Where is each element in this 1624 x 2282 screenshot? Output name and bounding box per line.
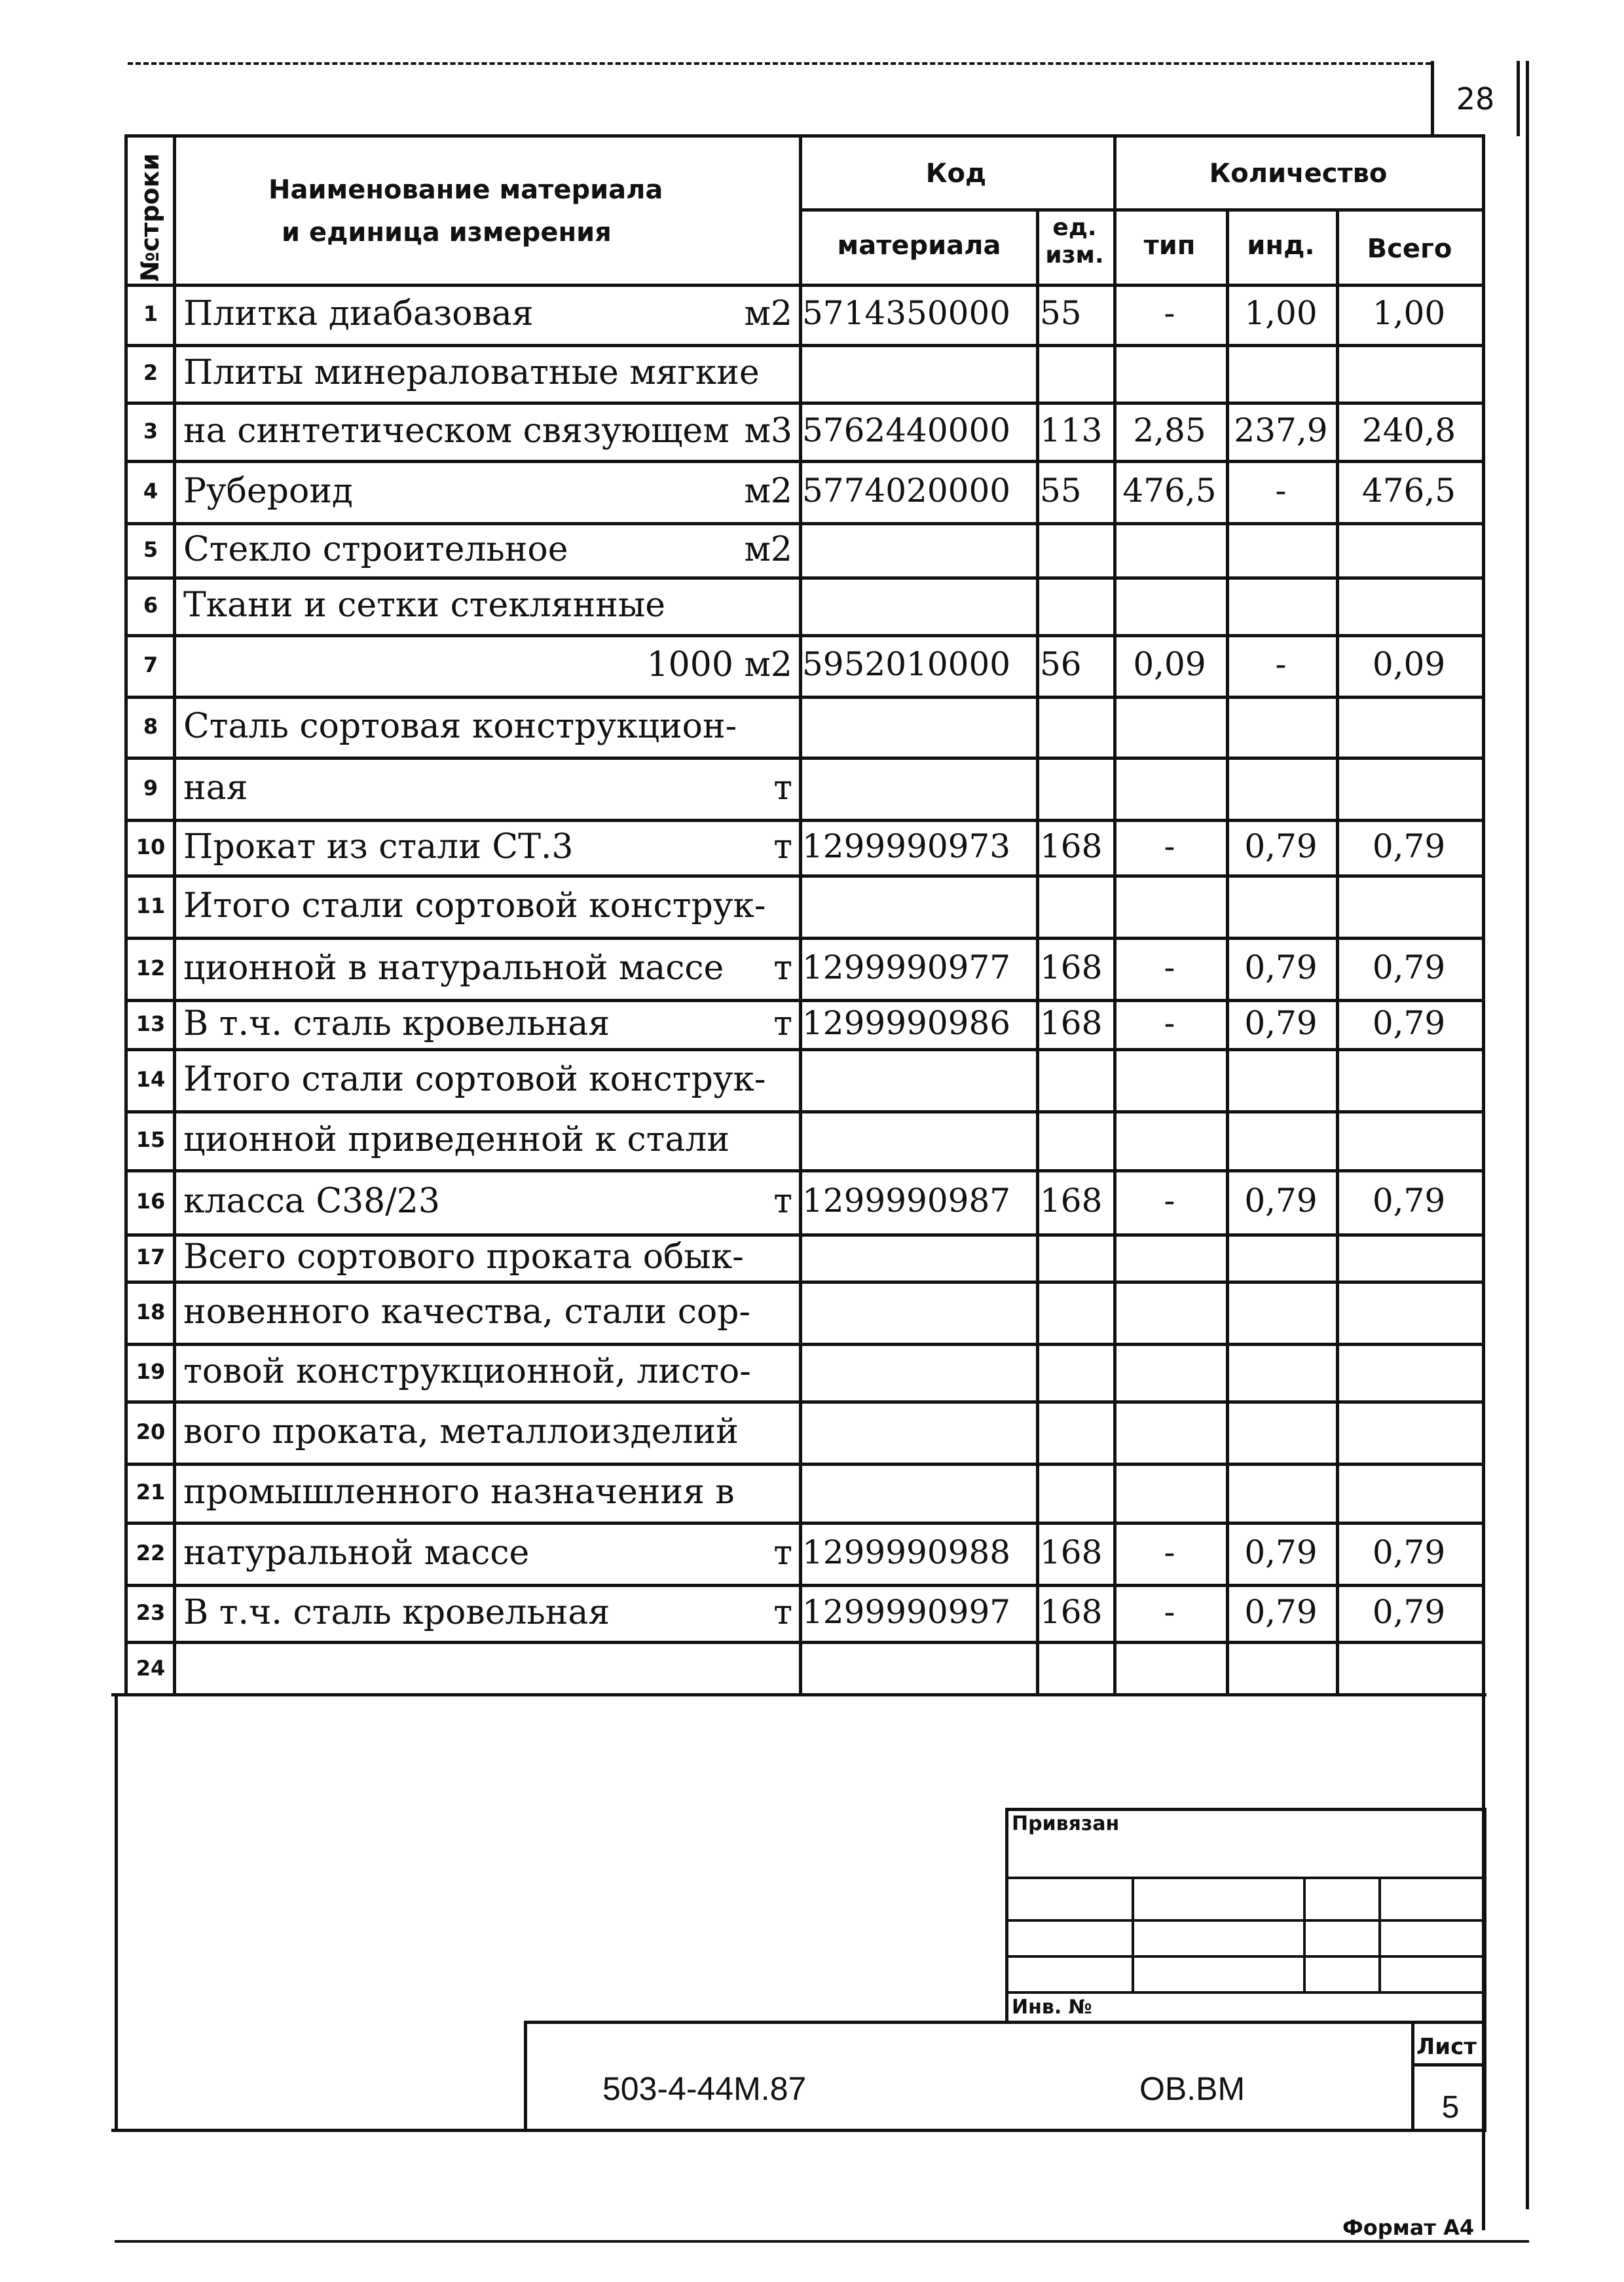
unit-of-measure: т xyxy=(773,768,792,808)
quantity-total: 0,79 xyxy=(1372,1593,1446,1631)
table-bottom-line xyxy=(111,1693,1486,1696)
material-name: Прокат из стали СТ.3 xyxy=(183,827,574,867)
page-number-box-right xyxy=(1517,61,1520,136)
quantity-individual: 0,79 xyxy=(1244,948,1318,986)
row-separator xyxy=(124,1641,1483,1644)
quantity-total: 0,79 xyxy=(1372,948,1446,986)
quantity-individual: - xyxy=(1275,645,1287,683)
table-top-line xyxy=(124,134,1483,138)
row-number-header: №строки xyxy=(136,153,164,282)
outer-right-line xyxy=(1526,61,1529,2209)
name-header-line1: Наименование материала xyxy=(268,175,663,205)
page-bottom-line xyxy=(115,2240,1529,2243)
unit-of-measure: м2 xyxy=(744,294,792,333)
row-number: 12 xyxy=(136,956,166,981)
paper-format: Формат А4 xyxy=(1342,2215,1475,2240)
material-name: Стекло строительное xyxy=(183,530,568,569)
sheet-number: 5 xyxy=(1441,2090,1460,2125)
row-number: 19 xyxy=(136,1359,166,1384)
row-number: 8 xyxy=(143,714,158,739)
quantity-total: 0,79 xyxy=(1372,1004,1446,1042)
material-name: Сталь сортовая конструкцион- xyxy=(183,707,737,746)
quantity-total: 240,8 xyxy=(1361,411,1456,449)
stamp-vline-1 xyxy=(1132,1877,1134,1991)
material-code: 1299990986 xyxy=(802,1004,1011,1042)
row-number: 2 xyxy=(143,360,158,385)
stamp-line-2 xyxy=(1005,1919,1486,1922)
quantity-individual: 0,79 xyxy=(1244,1593,1318,1631)
material-name: ционной в натуральной массе xyxy=(183,948,724,988)
quantity-type: - xyxy=(1164,1004,1175,1042)
quantity-individual: - xyxy=(1275,472,1287,510)
quantity-type: 2,85 xyxy=(1133,411,1206,449)
stamp-line-3 xyxy=(1005,1955,1486,1958)
unit-of-measure: м3 xyxy=(744,411,792,451)
row-separator xyxy=(124,576,1483,580)
row-separator xyxy=(124,1110,1483,1113)
material-name: Итого стали сортовой конструк- xyxy=(183,886,766,926)
quantity-individual: 0,79 xyxy=(1244,1533,1318,1571)
material-code: 1299990988 xyxy=(802,1533,1011,1571)
row-number: 20 xyxy=(136,1419,166,1444)
material-name: Плиты минераловатные мягкие xyxy=(183,353,760,392)
col-rownum-line xyxy=(173,134,176,1695)
row-separator xyxy=(124,1281,1483,1284)
material-name: ная xyxy=(183,768,248,808)
material-name: Плитка диабазовая xyxy=(183,294,534,333)
material-code: 5952010000 xyxy=(802,645,1011,683)
row-number: 21 xyxy=(136,1480,166,1505)
document-mark: ОВ.ВМ xyxy=(1139,2070,1246,2107)
row-separator xyxy=(124,1522,1483,1525)
quantity-type-header: тип xyxy=(1143,231,1196,261)
material-code: 1299990997 xyxy=(802,1593,1011,1631)
row-number: 18 xyxy=(136,1300,166,1324)
quantity-individual: 0,79 xyxy=(1244,1004,1318,1042)
quantity-individual: 0,79 xyxy=(1244,1182,1318,1220)
row-separator xyxy=(124,757,1483,760)
material-code: 1299990977 xyxy=(802,948,1011,986)
quantity-type: - xyxy=(1164,827,1175,865)
material-name: на синтетическом связующем xyxy=(183,411,729,451)
material-name: промышленного назначения в xyxy=(183,1472,735,1512)
row-separator xyxy=(124,1584,1483,1587)
row-number: 10 xyxy=(136,834,166,859)
row-number: 3 xyxy=(143,419,158,443)
row-number: 7 xyxy=(143,652,158,677)
row-number: 9 xyxy=(143,776,158,800)
sheet-label: Лист xyxy=(1416,2034,1477,2060)
quantity-type: - xyxy=(1164,1182,1175,1220)
material-name: класса С38/23 xyxy=(183,1182,440,1221)
quantity-type: 476,5 xyxy=(1122,472,1217,510)
row-separator xyxy=(124,1463,1483,1466)
quantity-individual: 0,79 xyxy=(1244,827,1318,865)
unit-of-measure: 1000 м2 xyxy=(646,645,792,684)
row-separator xyxy=(124,460,1483,463)
code-unit-header-line2: изм. xyxy=(1045,242,1104,269)
row-separator xyxy=(124,937,1483,940)
quantity-type: - xyxy=(1164,1533,1175,1571)
row-separator xyxy=(124,402,1483,405)
quantity-total: 0,09 xyxy=(1372,645,1446,683)
unit-code: 168 xyxy=(1040,948,1103,986)
material-name: Всего сортового проката обык- xyxy=(183,1237,744,1277)
unit-of-measure: т xyxy=(773,1533,792,1573)
unit-code: 113 xyxy=(1040,411,1103,449)
code-material-header: материала xyxy=(837,231,1001,261)
frame-left-line xyxy=(115,1693,118,2132)
top-border-dashed xyxy=(128,62,1431,65)
unit-of-measure: т xyxy=(773,948,792,988)
quantity-group-header: Количество xyxy=(1209,159,1388,189)
unit-of-measure: м2 xyxy=(744,472,792,511)
unit-code: 55 xyxy=(1040,472,1082,510)
row-number: 24 xyxy=(136,1656,166,1681)
material-code: 5762440000 xyxy=(802,411,1011,449)
row-number: 14 xyxy=(136,1067,166,1092)
row-separator xyxy=(124,344,1483,347)
row-separator xyxy=(124,999,1483,1002)
row-number: 17 xyxy=(136,1244,166,1269)
col-unit-line xyxy=(1113,134,1116,1695)
material-name: ционной приведенной к стали xyxy=(183,1120,730,1159)
material-name: Итого стали сортовой конструк- xyxy=(183,1060,766,1099)
page-number: 28 xyxy=(1456,81,1495,117)
row-separator xyxy=(124,696,1483,699)
material-name: вого проката, металлоизделий xyxy=(183,1412,739,1451)
unit-code: 168 xyxy=(1040,1182,1103,1220)
col-code-line xyxy=(1036,210,1039,1695)
code-unit-header-line1: ед. xyxy=(1052,214,1097,241)
quantity-individual: 237,9 xyxy=(1234,411,1328,449)
unit-code: 168 xyxy=(1040,1593,1103,1631)
quantity-ind-header: инд. xyxy=(1247,231,1315,261)
unit-of-measure: т xyxy=(773,1593,792,1632)
document-code: 503-4-44М.87 xyxy=(602,2070,807,2107)
material-name: Рубероид xyxy=(183,472,353,511)
name-header-line2: и единица измерения xyxy=(282,217,612,248)
material-name: товой конструкционной, листо- xyxy=(183,1352,751,1391)
quantity-type: - xyxy=(1164,294,1175,332)
sheet-box-divider xyxy=(1411,2063,1486,2067)
row-number: 23 xyxy=(136,1600,166,1625)
row-number: 22 xyxy=(136,1541,166,1565)
stamp-line-1 xyxy=(1005,1877,1486,1879)
material-code: 5714350000 xyxy=(802,294,1011,332)
row-separator xyxy=(124,1048,1483,1051)
row-separator xyxy=(124,1169,1483,1172)
row-separator xyxy=(124,1233,1483,1237)
row-separator xyxy=(124,634,1483,637)
row-separator xyxy=(124,874,1483,878)
quantity-total: 0,79 xyxy=(1372,1533,1446,1571)
row-separator xyxy=(124,522,1483,525)
unit-code: 168 xyxy=(1040,827,1103,865)
quantity-total: 1,00 xyxy=(1372,294,1446,332)
material-name: новенного качества, стали сор- xyxy=(183,1292,750,1332)
material-name: натуральной массе xyxy=(183,1533,530,1573)
col-name-line xyxy=(799,134,802,1695)
material-code: 1299990987 xyxy=(802,1182,1011,1220)
unit-of-measure: т xyxy=(773,1004,792,1043)
inventory-number-label: Инв. № xyxy=(1012,1996,1092,2019)
material-name: В т.ч. сталь кровельная xyxy=(183,1004,610,1043)
material-code: 5774020000 xyxy=(802,472,1011,510)
quantity-type: 0,09 xyxy=(1133,645,1206,683)
quantity-type: - xyxy=(1164,1593,1175,1631)
material-code: 1299990973 xyxy=(802,827,1011,865)
row-number: 6 xyxy=(143,593,158,618)
row-separator xyxy=(124,1343,1483,1346)
quantity-total: 476,5 xyxy=(1361,472,1456,510)
unit-code: 168 xyxy=(1040,1533,1103,1571)
quantity-individual: 1,00 xyxy=(1244,294,1318,332)
unit-of-measure: т xyxy=(773,827,792,867)
code-group-header: Код xyxy=(925,159,987,189)
unit-of-measure: м2 xyxy=(744,530,792,569)
stamp-vline-2 xyxy=(1303,1877,1306,1991)
row-number: 15 xyxy=(136,1127,166,1152)
quantity-total-header: Всего xyxy=(1367,234,1452,264)
unit-of-measure: т xyxy=(773,1182,792,1221)
row-number: 13 xyxy=(136,1011,166,1036)
quantity-total: 0,79 xyxy=(1372,827,1446,865)
row-number: 1 xyxy=(143,301,158,326)
quantity-type: - xyxy=(1164,948,1175,986)
header-mid-line xyxy=(799,208,1483,212)
material-name: Ткани и сетки стеклянные xyxy=(183,586,666,625)
row-separator xyxy=(124,1400,1483,1404)
unit-code: 55 xyxy=(1040,294,1082,332)
header-bottom-line xyxy=(124,284,1483,287)
bound-label: Привязан xyxy=(1012,1812,1120,1835)
material-name: В т.ч. сталь кровельная xyxy=(183,1593,610,1632)
unit-code: 56 xyxy=(1040,645,1082,683)
row-number: 4 xyxy=(143,479,158,504)
row-number: 16 xyxy=(136,1189,166,1214)
row-separator xyxy=(124,819,1483,822)
unit-code: 168 xyxy=(1040,1004,1103,1042)
table-left-line xyxy=(124,134,128,1695)
stamp-vline-3 xyxy=(1378,1877,1381,1991)
quantity-total: 0,79 xyxy=(1372,1182,1446,1220)
stamp-line-4 xyxy=(1005,1991,1486,1994)
row-number: 5 xyxy=(143,537,158,562)
row-number: 11 xyxy=(136,893,166,918)
